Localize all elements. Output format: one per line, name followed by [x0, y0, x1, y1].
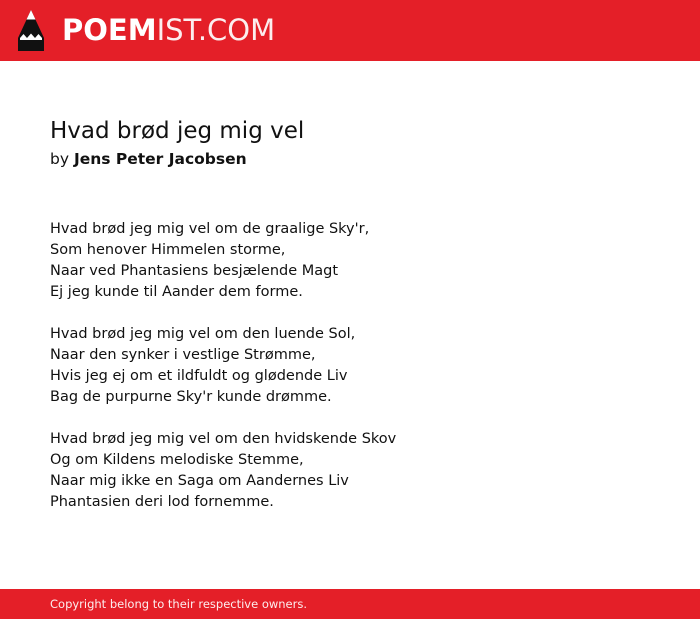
poem-line: Naar den synker i vestlige Strømme, [50, 347, 316, 363]
stanza [50, 324, 650, 408]
poem-line: Hvad brød jeg mig vel om den hvidskende Skov [50, 431, 397, 447]
site-footer [0, 589, 700, 619]
site-header [0, 0, 700, 61]
logo-text-light: IST.COM [156, 13, 276, 47]
poem-line: Naar ved Phantasiens besjælende Magt [50, 263, 339, 279]
poem-byline [50, 148, 650, 170]
poem-line: Hvis jeg ej om et ildfuldt og glødende Liv [50, 368, 348, 384]
byline-prefix: by [50, 150, 70, 168]
poem-body [50, 219, 650, 513]
poem-line: Hvad brød jeg mig vel om den luende Sol, [50, 326, 356, 342]
stanza [50, 219, 650, 303]
poem-author: Jens Peter Jacobsen [73, 150, 247, 168]
poem-title: Hvad brød jeg mig vel [50, 118, 305, 144]
poem-line: Naar mig ikke en Saga om Aandernes Liv [50, 473, 349, 489]
logo-text-bold: POEM [62, 13, 157, 47]
poem-line: Phantasien deri lod fornemme. [50, 494, 274, 510]
poem-line: Som henover Himmelen storme, [50, 242, 286, 258]
poem-content [50, 116, 650, 534]
poem-line: Ej jeg kunde til Aander dem forme. [50, 284, 303, 300]
poem-line: Bag de purpurne Sky'r kunde drømme. [50, 389, 332, 405]
copyright-notice: Copyright belong to their respective owners. [50, 597, 308, 611]
pencil-tip-icon[interactable] [18, 10, 44, 51]
poem-line: Og om Kildens melodiske Stemme, [50, 452, 304, 468]
poem-line: Hvad brød jeg mig vel om de graalige Sky'r, [50, 221, 370, 237]
stanza [50, 429, 650, 513]
site-logo-link[interactable] [62, 12, 275, 48]
